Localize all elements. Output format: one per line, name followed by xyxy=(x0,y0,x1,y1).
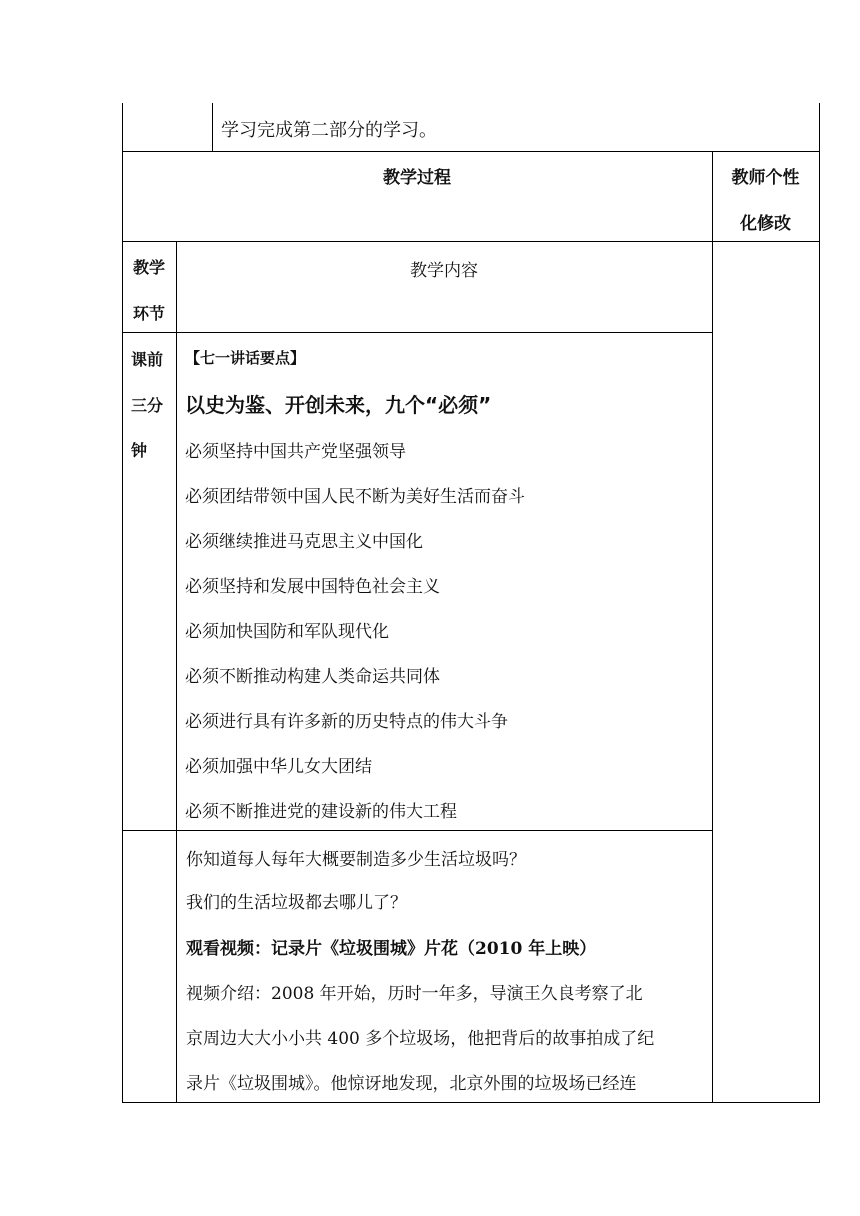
nine-musts-headline: 以史为鉴、开创未来，九个“必须” xyxy=(185,393,492,417)
video-intro-line3: 录片《垃圾围城》。他惊讶地发现，北京外围的垃圾场已经连 xyxy=(186,1074,637,1094)
top-row-divider xyxy=(212,103,213,151)
must-item-9: 必须不断推进党的建设新的伟大工程 xyxy=(185,802,457,822)
must-item-6: 必须不断推动构建人类命运共同体 xyxy=(185,667,440,687)
teacher-col-header-line1: 教师个性 xyxy=(731,168,800,188)
stage-col-divider xyxy=(176,241,177,1102)
stage-header-line1: 教学 xyxy=(132,258,165,277)
stage-label-line2: 三分 xyxy=(131,396,164,415)
speech-points-title: 【七一讲话要点】 xyxy=(185,349,306,367)
must-item-1: 必须坚持中国共产党坚强领导 xyxy=(185,442,406,462)
stage-header-line2: 环节 xyxy=(132,304,165,323)
row-line-2 xyxy=(122,241,820,242)
teacher-col-header-line2: 化修改 xyxy=(740,214,791,234)
stage-label-line1: 课前 xyxy=(131,350,164,369)
table-border-bottom xyxy=(122,1102,820,1103)
top-row-text: 学习完成第二部分的学习。 xyxy=(221,120,437,141)
row-line-3 xyxy=(122,332,713,333)
must-item-5: 必须加快国防和军队现代化 xyxy=(185,622,389,642)
must-item-3: 必须继续推进马克思主义中国化 xyxy=(185,532,423,552)
teacher-col-divider xyxy=(712,151,713,1102)
table-border-left xyxy=(122,103,123,1102)
video-intro-line2: 京周边大大小小共 400 多个垃圾场，他把背后的故事拍成了纪 xyxy=(186,1029,655,1049)
question-2: 我们的生活垃圾都去哪儿了？ xyxy=(186,893,407,913)
question-1: 你知道每人每年大概要制造多少生活垃圾吗？ xyxy=(186,850,526,870)
must-item-8: 必须加强中华儿女大团结 xyxy=(185,757,372,777)
must-item-2: 必须团结带领中国人民不断为美好生活而奋斗 xyxy=(185,487,525,507)
must-item-7: 必须进行具有许多新的历史特点的伟大斗争 xyxy=(185,712,508,732)
table-border-right xyxy=(819,103,820,1102)
row-line-1 xyxy=(122,151,820,152)
video-title: 观看视频：记录片《垃圾围城》片花（2010 年上映） xyxy=(186,939,597,959)
teaching-process-header: 教学过程 xyxy=(383,168,451,188)
must-item-4: 必须坚持和发展中国特色社会主义 xyxy=(185,577,440,597)
stage-label-line3: 钟 xyxy=(131,441,148,460)
content-header: 教学内容 xyxy=(410,261,478,281)
row-line-4 xyxy=(122,830,713,831)
video-intro-line1: 视频介绍：2008 年开始，历时一年多，导演王久良考察了北 xyxy=(186,984,643,1004)
